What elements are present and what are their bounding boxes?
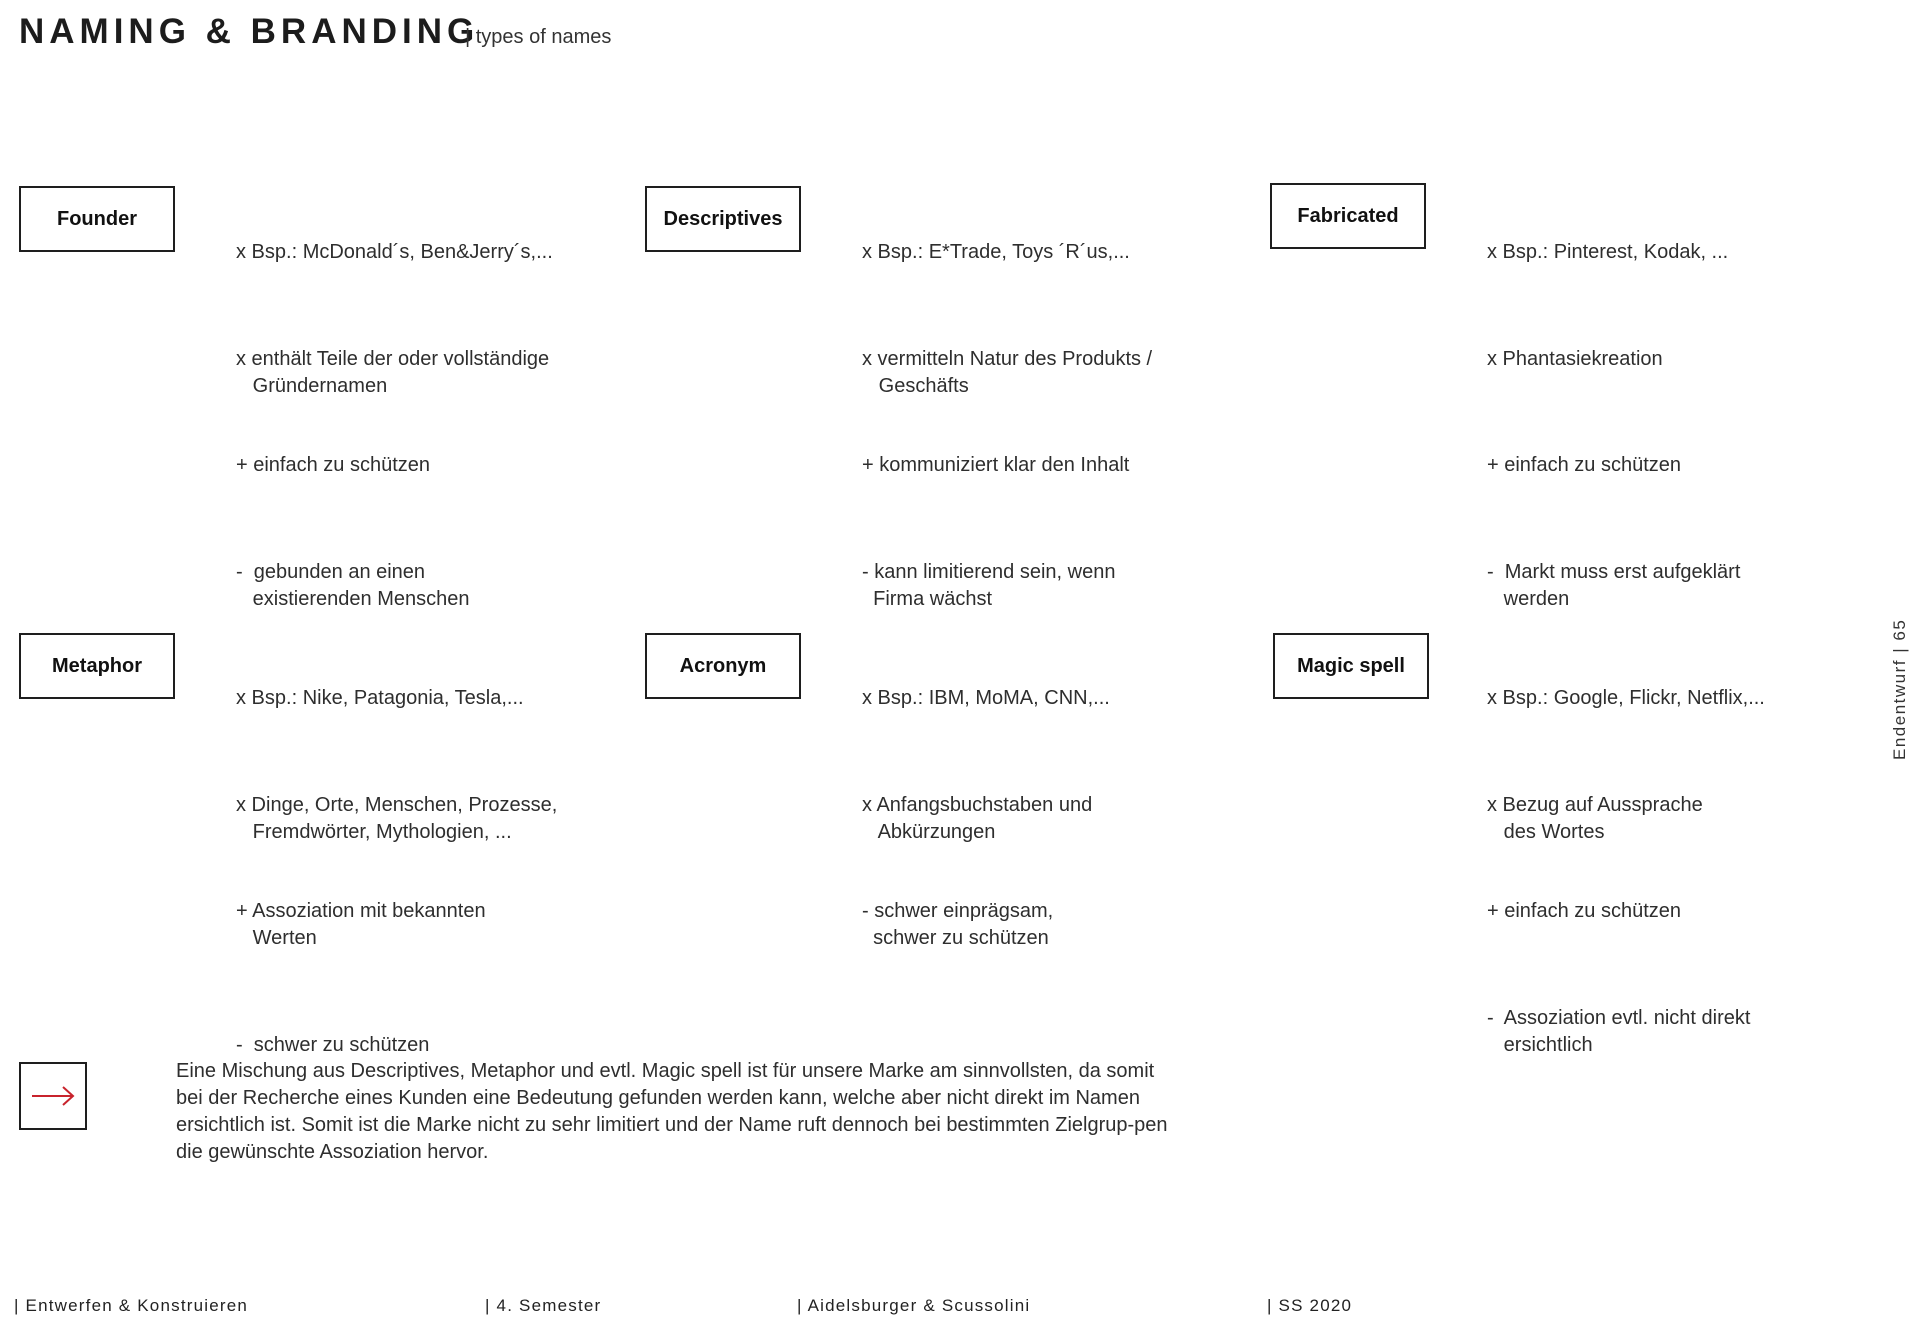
metaphor-pro: + Assoziation mit bekannten Werten xyxy=(236,900,486,949)
acronym-con: - schwer einprägsam, schwer zu schützen xyxy=(862,900,1054,949)
page-subtitle: | types of names xyxy=(465,26,612,48)
footer-course: | Entwerfen & Konstruieren xyxy=(14,1296,249,1315)
type-box-fabricated: Fabricated xyxy=(1270,183,1426,249)
founder-point: x Bsp.: McDonald´s, Ben&Jerry´s,... xyxy=(236,241,553,263)
magic-spell-con: - Assoziation evtl. nicht direkt ersichtlich xyxy=(1487,1007,1751,1056)
founder-con: - gebunden an einen existierenden Menschen xyxy=(236,561,470,610)
type-box-acronym: Acronym xyxy=(645,633,801,699)
footer-semester: | 4. Semester xyxy=(485,1296,602,1315)
fabricated-points xyxy=(1487,185,1728,426)
descriptives-proscons xyxy=(862,398,1129,666)
type-box-founder: Founder xyxy=(19,186,175,252)
magic-spell-pro: + einfach zu schützen xyxy=(1487,900,1682,922)
arrow-right-icon xyxy=(29,1084,77,1108)
magic-spell-proscons xyxy=(1487,844,1750,1112)
descriptives-pro: + kommuniziert klar den Inhalt xyxy=(862,454,1130,476)
metaphor-point: x Dinge, Orte, Menschen, Prozesse, Fremdwörter, Mythologien, ... xyxy=(236,794,558,843)
footer-authors: | Aidelsburger & Scussolini xyxy=(797,1296,1031,1315)
acronym-point: x Bsp.: IBM, MoMA, CNN,... xyxy=(862,687,1110,709)
descriptives-con: - kann limitierend sein, wenn Firma wächst xyxy=(862,561,1116,610)
fabricated-point: x Bsp.: Pinterest, Kodak, ... xyxy=(1487,241,1729,263)
founder-point: x enthält Teile der oder vollständige Gründernamen xyxy=(236,348,550,397)
founder-pro: + einfach zu schützen xyxy=(236,454,431,476)
type-box-magic-spell: Magic spell xyxy=(1273,633,1429,699)
acronym-proscons xyxy=(862,844,1053,1005)
fabricated-proscons xyxy=(1487,398,1740,666)
metaphor-con: - schwer zu schützen xyxy=(236,1034,430,1056)
magic-spell-point: x Bezug auf Aussprache des Wortes xyxy=(1487,794,1703,843)
conclusion-text: Eine Mischung aus Descriptives, Metaphor und evtl. Magic spell ist für unsere Marke am sinnvollsten, da somit bei der Recherche eines Kunden eine Bedeutung gefunden werden kann, welche aber nicht direkt im Namen ersichtlich ist. Somit ist die Marke nicht zu sehr limitiert und der Name ruft dennoch bei bestimmten Zielgrup-pen die gewünschte Assoziation hervor. xyxy=(176,1060,1168,1163)
magic-spell-point: x Bsp.: Google, Flickr, Netflix,... xyxy=(1487,687,1765,709)
footer-term: | SS 2020 xyxy=(1267,1296,1353,1315)
fabricated-point: x Phantasiekreation xyxy=(1487,348,1663,370)
acronym-point: x Anfangsbuchstaben und Abkürzungen xyxy=(862,794,1093,843)
type-box-descriptives: Descriptives xyxy=(645,186,801,252)
fabricated-con: - Markt muss erst aufgeklärt werden xyxy=(1487,561,1741,610)
side-page-label: Endentwurf | 65 xyxy=(1890,618,1909,760)
fabricated-pro: + einfach zu schützen xyxy=(1487,454,1682,476)
descriptives-point: x vermitteln Natur des Produkts / Geschäfts xyxy=(862,348,1153,397)
conclusion-arrow-box xyxy=(19,1062,87,1130)
descriptives-point: x Bsp.: E*Trade, Toys ´R´us,... xyxy=(862,241,1130,263)
type-box-metaphor: Metaphor xyxy=(19,633,175,699)
metaphor-point: x Bsp.: Nike, Patagonia, Tesla,... xyxy=(236,687,524,709)
page-title: NAMING & BRANDING xyxy=(19,12,480,51)
founder-proscons xyxy=(236,398,469,666)
